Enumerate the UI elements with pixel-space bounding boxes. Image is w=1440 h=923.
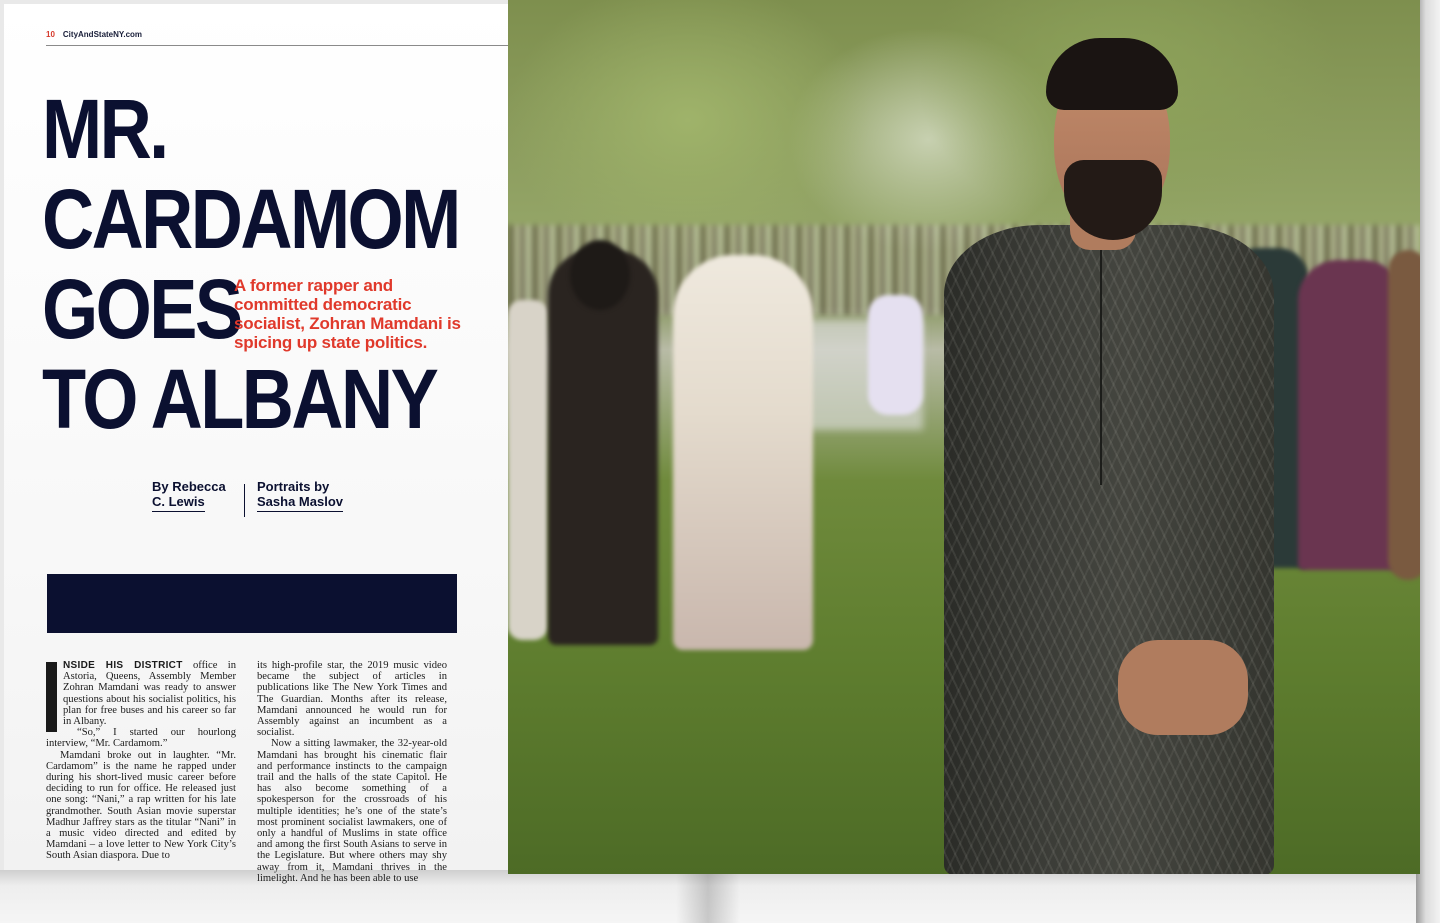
lead-in: NSIDE HIS DISTRICT [63,660,183,671]
folio [46,30,142,39]
magazine-spread [4,4,1418,884]
writer-line-1: By Rebecca [152,479,226,494]
photographer-line-1: Portraits by [257,479,330,494]
subject-kurta [944,225,1274,874]
dek: A former rapper and committed democratic socialist, Zohran Mamdani is spicing up state politics. [234,276,461,352]
paragraph: Now a sitting lawmaker, the 32-year-old Mamdani has brought his cinematic flair and performance instincts to the campaign trail and the halls of the state Capitol. He has also become something of a spokesperson for the crossroads of his multiple identities; he’s one of the state’s most prominent socialist lawmakers, one of only a handful of Muslims in state office and among the first South Asians to serve in the Legislature. But where others may shy away from it, Mamdani thrives in the limelight. And he has been able to use [257,738,447,884]
left-page [4,4,512,884]
subject-hands [1118,640,1248,735]
folio-rule [46,45,512,46]
headline-line: TO ALBANY [42,352,437,446]
body-column-1 [46,660,236,862]
paragraph: Mamdani broke out in laughter. “Mr. Cardamom” is the name he rapped under during his short-lived music career before deciding to run for office. He released just one song: “Nani,” a rap written for his late grandmother. South Asian movie superstar Madhur Jaffrey stars as the titular “Nani” in a music video directed and edited by Mamdani – a love letter to New York City’s South Asian diaspora. Due to [46,749,236,862]
site-name: CityAndStateNY.com [62,30,143,39]
body-column-2 [257,660,447,884]
headline [42,82,459,446]
background-figure [1388,250,1420,580]
kurta-placket [1100,245,1102,485]
background-figure-head [570,240,630,310]
background-figure [868,295,923,415]
gutter-shadow [676,870,740,923]
background-figure [508,300,548,640]
headline-line: GOES [42,262,241,356]
paragraph: its high-profile star, the 2019 music video became the subject of articles in publications like The New York Times and The Guardian. Months after its release, Mamdani announced he would run for Assembly against an incumbent as a socialist. [257,660,447,739]
writer-byline [152,479,226,512]
headline-line: CARDAMOM [42,172,459,266]
paragraph: “So,” I started our hourlong interview, “Mr. Cardamom.” [46,727,236,750]
navy-bar [47,574,457,633]
byline-divider [244,484,245,517]
right-page-photo [508,0,1420,874]
background-figure [673,255,813,650]
photographer-byline [257,479,343,512]
headline-line: MR. [42,82,167,176]
photographer-line-2: Sasha Maslov [257,494,343,512]
page-number: 10 [46,30,55,39]
paragraph: office in Astoria, Queens, Assembly Member Zohran Mamdani was ready to answer questions about his socialist politics, his plan for free buses and his career so far in Albany. [63,660,236,728]
writer-line-2: C. Lewis [152,494,205,512]
drop-cap [46,662,57,732]
